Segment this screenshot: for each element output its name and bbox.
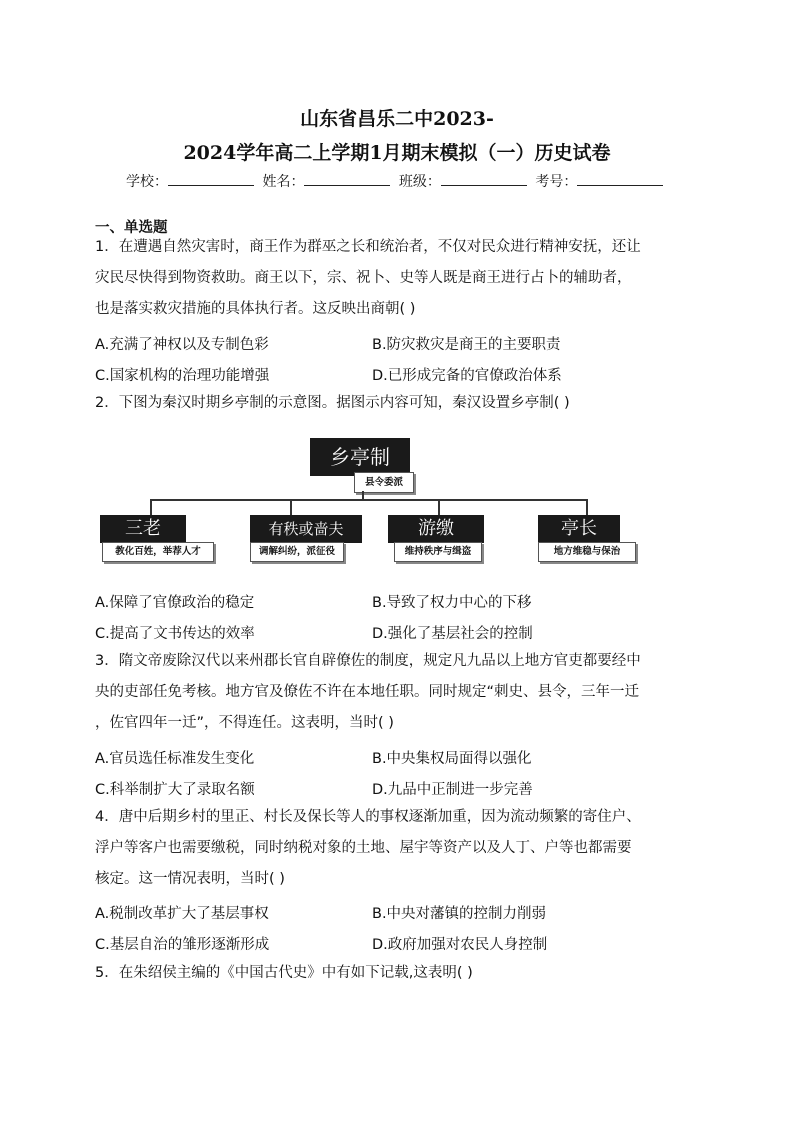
exam-title-line-1: 山东省昌乐二中2023-	[300, 108, 494, 130]
question-text-line: 5．在朱绍侯主编的《中国古代史》中有如下记载,这表明( )	[95, 965, 473, 981]
question-text-line: 4．唐中后期乡村的里正、村长及保长等人的事权逐渐加重，因为流动频繁的寄住户、	[95, 809, 641, 825]
school-label: 学校：	[126, 174, 168, 190]
q3-option-b[interactable]: B.中央集权局面得以强化	[372, 751, 532, 767]
diagram-node-sanlao: 三老	[100, 515, 186, 543]
exam-number-blank[interactable]	[577, 172, 663, 186]
name-blank[interactable]	[304, 172, 390, 186]
question-text-line: 核定。这一情况表明，当时( )	[95, 871, 285, 887]
question-text-line: 3．隋文帝废除汉代以来州郡长官自辟僚佐的制度，规定凡九品以上地方官吏都要经中	[95, 653, 641, 669]
name-label: 姓名：	[262, 174, 305, 190]
question-2	[95, 388, 705, 419]
exam-number-label: 考号：	[535, 174, 578, 190]
xiangting-system-diagram	[100, 438, 640, 573]
question-text-line: 央的吏部任免考核。地方官及僚佐不许在本地任职。同时规定“刺史、县令，三年一迁	[95, 684, 640, 700]
diagram-node-youzhi: 有秩或啬夫	[250, 515, 362, 543]
diagram-drop-line	[150, 499, 152, 515]
question-text-line: 2．下图为秦汉时期乡亭制的示意图。据图示内容可知，秦汉设置乡亭制( )	[95, 395, 570, 411]
q1-option-c[interactable]: C.国家机构的治理功能增强	[95, 368, 270, 384]
q4-option-a[interactable]: A.税制改革扩大了基层事权	[95, 906, 269, 922]
q1-option-a[interactable]: A.充满了神权以及专制色彩	[95, 337, 269, 353]
q3-option-d[interactable]: D.九品中正制进一步完善	[372, 782, 533, 798]
diagram-node-youjiao-sub: 维持秩序与缉盗	[394, 542, 482, 562]
q4-option-d[interactable]: D.政府加强对农民人身控制	[372, 937, 548, 953]
diagram-root-sub: 县令委派	[354, 472, 414, 493]
class-label: 班级：	[398, 174, 441, 190]
question-5	[95, 958, 705, 989]
diagram-drop-line	[586, 499, 588, 515]
q4-option-c[interactable]: C.基层自治的雏形逐渐形成	[95, 937, 270, 953]
diagram-node-tingzhang-sub: 地方维稳与保治	[538, 542, 636, 562]
q1-option-d[interactable]: D.已形成完备的官僚政治体系	[372, 368, 562, 384]
school-blank[interactable]	[168, 172, 254, 186]
question-text-line: 灾民尽快得到物资救助。商王以下，宗、祝卜、史等人既是商王进行占卜的辅助者，	[95, 270, 632, 286]
question-text-line: 也是落实救灾措施的具体执行者。这反映出商朝( )	[95, 301, 416, 317]
q2-option-d[interactable]: D.强化了基层社会的控制	[372, 626, 533, 642]
question-text-line: ，佐官四年一迁”，不得连任。这表明，当时( )	[95, 715, 394, 731]
question-text-line: 浮户等客户也需要缴税，同时纳税对象的土地、屋宇等资产以及人丁、户等也都需要	[95, 840, 632, 856]
question-3	[95, 646, 705, 739]
q2-option-b[interactable]: B.导致了权力中心的下移	[372, 595, 532, 611]
q2-option-c[interactable]: C.提高了文书传达的效率	[95, 626, 255, 642]
question-text-line: 1．在遭遇自然灾害时，商王作为群巫之长和统治者，不仅对民众进行精神安抚，还让	[95, 239, 641, 255]
student-info-row	[126, 171, 667, 191]
diagram-bracket-line	[150, 499, 586, 501]
class-blank[interactable]	[441, 172, 527, 186]
diagram-node-youjiao: 游缴	[388, 515, 484, 543]
q4-option-b[interactable]: B.中央对藩镇的控制力削弱	[372, 906, 547, 922]
exam-title-line-2: 2024学年高二上学期1月期末模拟（一）历史试卷	[183, 142, 611, 164]
q3-option-a[interactable]: A.官员选任标准发生变化	[95, 751, 255, 767]
q3-option-c[interactable]: C.科举制扩大了录取名额	[95, 782, 255, 798]
diagram-root-title: 乡亭制	[310, 438, 410, 476]
diagram-node-sanlao-sub: 教化百姓，举荐人才	[102, 542, 214, 562]
question-4	[95, 802, 705, 895]
diagram-drop-line	[290, 499, 292, 515]
diagram-node-youzhi-sub: 调解纠纷，派征役	[250, 542, 344, 562]
question-1	[95, 232, 705, 325]
q2-option-a[interactable]: A.保障了官僚政治的稳定	[95, 595, 255, 611]
diagram-node-tingzhang: 亭长	[538, 515, 620, 543]
section-title: 一、单选题	[95, 220, 168, 236]
diagram-drop-line	[438, 499, 440, 515]
q1-option-b[interactable]: B.防灾救灾是商王的主要职责	[372, 337, 561, 353]
